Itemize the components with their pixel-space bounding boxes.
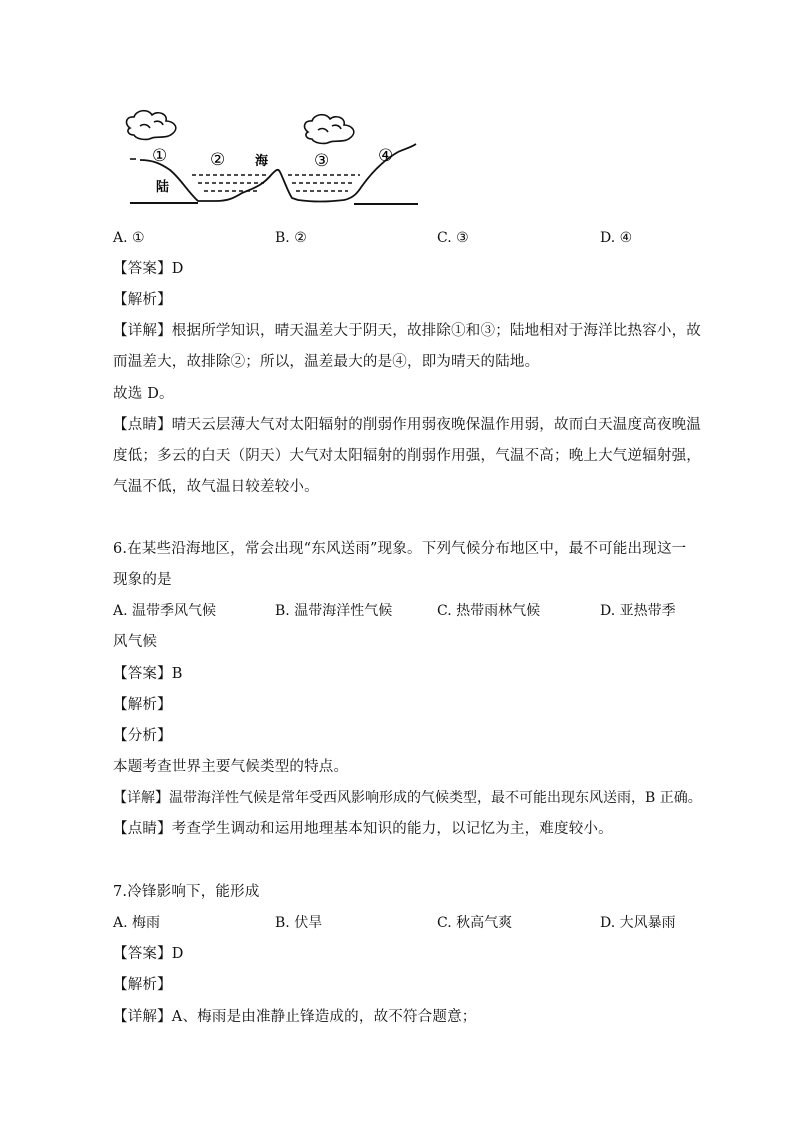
q5-analysis: 【解析】 — [113, 292, 172, 308]
figure-label-land: 陆 — [156, 180, 170, 195]
q5-option-b: B. ② — [275, 230, 307, 246]
q5-tip-line-1: 【点睛】晴天云层薄大气对太阳辐射的削弱作用弱夜晚保温作用弱，故而白天温度高夜晚温 — [113, 417, 701, 433]
q6-analysis: 【解析】 — [113, 697, 172, 713]
q5-detail-line-2: 而温差大，故排除②；所以，温差最大的是④，即为晴天的陆地。 — [113, 354, 540, 370]
q7-option-d: D. 大风暴雨 — [600, 915, 676, 931]
q7-answer: 【答案】D — [113, 946, 184, 962]
cloud-icon — [127, 111, 176, 140]
q6-stem-line-2: 现象的是 — [113, 572, 172, 588]
q6-detail: 【详解】温带海洋性气候是常年受西风影响形成的气候类型，最不可能出现东风送雨，B 正确。 — [113, 790, 702, 806]
q5-answer: 【答案】D — [113, 261, 184, 277]
q7-detail: 【详解】A、梅雨是由准静止锋造成的，故不符合题意； — [113, 1009, 477, 1025]
q5-option-d: D. ④ — [600, 230, 633, 246]
q6-option-c: C. 热带雨林气候 — [437, 603, 541, 619]
q6-option-a: A. 温带季风气候 — [113, 603, 217, 619]
figure-label-sea: 海 — [255, 154, 269, 169]
q5-option-a: A. ① — [113, 230, 145, 246]
q6-topic: 本题考查世界主要气候类型的特点。 — [113, 759, 349, 775]
q7-option-b: B. 伏旱 — [275, 915, 323, 931]
q5-option-c: C. ③ — [437, 230, 469, 246]
q6-tip: 【点睛】考查学生调动和运用地理基本知识的能力，以记忆为主，难度较小。 — [113, 821, 613, 837]
q6-option-b: B. 温带海洋性气候 — [275, 603, 393, 619]
q5-tip-line-3: 气温不低，故气温日较差较小。 — [113, 479, 319, 495]
figure-label-1: ① — [152, 146, 168, 166]
cloud-icon — [305, 115, 354, 144]
figure-label-2: ② — [210, 150, 226, 170]
q7-option-a: A. 梅雨 — [113, 915, 161, 931]
land-sea-cloud-diagram — [122, 108, 422, 213]
q6-option-d: D. 亚热带季 — [600, 603, 676, 619]
figure-label-3: ③ — [314, 151, 330, 171]
q7-analysis: 【解析】 — [113, 977, 172, 993]
q7-option-c: C. 秋高气爽 — [437, 915, 513, 931]
q7-stem: 7.冷锋影响下，能形成 — [113, 884, 260, 900]
q6-answer: 【答案】B — [113, 666, 183, 682]
q5-tip-line-2: 度低；多云的白天（阴天）大气对太阳辐射的削弱作用强，气温不高；晚上大气逆辐射强， — [113, 448, 701, 464]
q6-analysis-sub: 【分析】 — [113, 728, 172, 744]
q5-detail-line-1: 【详解】根据所学知识，晴天温差大于阴天，故排除①和③；陆地相对于海洋比热容小，故 — [113, 323, 701, 339]
q6-option-d-continued: 风气候 — [113, 634, 158, 650]
q6-stem-line-1: 6.在某些沿海地区，常会出现“东风送雨”现象。下列气候分布地区中，最不可能出现这一 — [113, 541, 687, 557]
q5-choice: 故选 D。 — [113, 386, 174, 402]
figure-label-4: ④ — [378, 146, 394, 166]
